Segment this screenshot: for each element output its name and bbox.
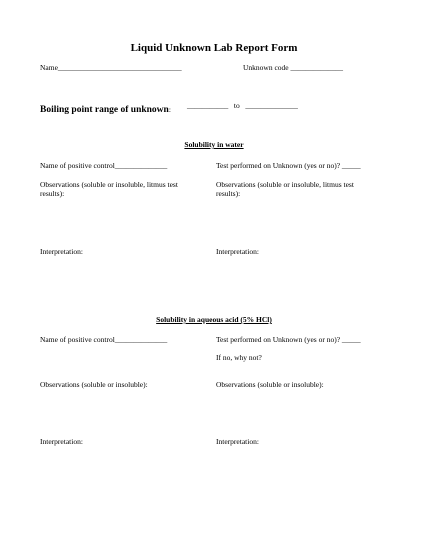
water-interpretation-right: Interpretation: <box>216 247 259 256</box>
water-positive-control: Name of positive control______________ <box>40 161 168 170</box>
water-section-heading: Solubility in water <box>184 140 244 149</box>
acid-positive-control: Name of positive control______________ <box>40 335 168 344</box>
boiling-point-row <box>40 99 171 117</box>
unknown-code-field <box>243 63 343 72</box>
water-observations-right: Observations (soluble or insoluble, litmus test results): <box>216 180 354 198</box>
unknown-code-label: Unknown code <box>243 63 289 72</box>
boiling-point-low-line: ___________ <box>187 101 229 110</box>
acid-section-heading: Solubility in aqueous acid (5% HCl) <box>156 315 272 324</box>
water-observations-left: Observations (soluble or insoluble, litmus test results): <box>40 180 178 198</box>
name-label: Name <box>40 63 58 72</box>
boiling-point-to: to <box>233 101 240 110</box>
water-test-performed: Test performed on Unknown (yes or no)? _____ <box>216 161 361 170</box>
boiling-point-colon: : <box>168 105 171 114</box>
name-line: _________________________________ <box>57 63 182 72</box>
form-title: Liquid Unknown Lab Report Form <box>130 42 298 54</box>
acid-interpretation-left: Interpretation: <box>40 437 83 446</box>
unknown-code-line: ______________ <box>290 63 343 72</box>
acid-if-no-why-not: If no, why not? <box>216 353 262 362</box>
acid-test-performed: Test performed on Unknown (yes or no)? _____ <box>216 335 361 344</box>
boiling-point-label: Boiling point range of unknown <box>40 105 169 115</box>
acid-observations-left: Observations (soluble or insoluble): <box>40 380 148 389</box>
boiling-point-range <box>187 101 298 110</box>
acid-interpretation-right: Interpretation: <box>216 437 259 446</box>
boiling-point-high-line: ______________ <box>245 101 298 110</box>
name-field <box>40 63 182 72</box>
water-interpretation-left: Interpretation: <box>40 247 83 256</box>
acid-observations-right: Observations (soluble or insoluble): <box>216 380 324 389</box>
